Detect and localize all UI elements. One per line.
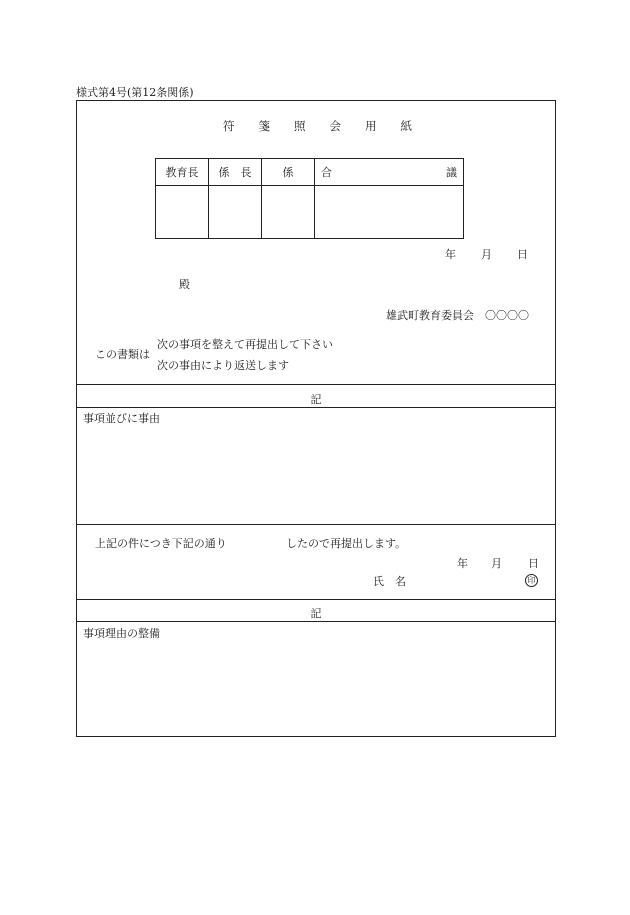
section2-content-area[interactable] [77, 623, 555, 735]
divider [77, 599, 555, 600]
title-char: 照 [294, 119, 306, 133]
date-year: 年 [445, 248, 456, 261]
title-char: 箋 [258, 119, 270, 133]
section1-label: 事項並びに事由 [83, 412, 160, 425]
header-gi: 議 [446, 166, 457, 179]
stamp-cell-consultation[interactable] [315, 186, 464, 239]
section2-heading: 記 [310, 607, 322, 620]
option-resubmit[interactable]: 次の事項を整えて再提出して下さい [157, 338, 333, 351]
document-prefix: この書類は [95, 348, 150, 361]
header-section-chief: 係 長 [209, 159, 262, 186]
approval-table [155, 158, 464, 239]
seal-mark [525, 574, 538, 587]
divider [77, 621, 555, 622]
section1-heading: 記 [310, 393, 322, 406]
divider [77, 407, 555, 408]
date-day: 日 [517, 248, 528, 261]
title-char: 紙 [400, 119, 412, 133]
header-gou: 合 [321, 166, 332, 179]
stamp-cell-superintendent[interactable] [156, 186, 209, 239]
reply-name-label: 氏 名 [373, 575, 406, 588]
stamp-cell-staff[interactable] [262, 186, 315, 239]
option-return[interactable]: 次の事由により返送します [157, 359, 289, 372]
stamp-cell-section-chief[interactable] [209, 186, 262, 239]
reply-text-after: したので再提出します。 [286, 537, 407, 550]
title-char: 符 [223, 119, 235, 133]
reply-date-day: 日 [528, 557, 539, 570]
divider [77, 384, 555, 385]
form-number-label: 様式第4号(第12条関係) [76, 86, 194, 99]
section2-label: 事項理由の整備 [83, 627, 160, 640]
date-month: 月 [481, 248, 492, 261]
addressee-honorific: 殿 [179, 278, 190, 291]
header-staff: 係 [262, 159, 315, 186]
title-char: 会 [329, 119, 341, 133]
header-consultation [315, 159, 464, 186]
reply-date-year: 年 [457, 557, 468, 570]
form-title [223, 121, 412, 133]
reply-text-before: 上記の件につき下記の通り [95, 537, 227, 550]
reply-date-month: 月 [491, 557, 502, 570]
form-frame [76, 100, 556, 737]
title-char: 用 [365, 119, 377, 133]
header-superintendent: 教育長 [156, 159, 209, 186]
sender-name: 雄武町教育委員会 〇〇〇〇 [386, 309, 529, 322]
section1-content-area[interactable] [77, 409, 555, 523]
divider [77, 524, 555, 525]
seal-icon: 印 [525, 574, 538, 587]
